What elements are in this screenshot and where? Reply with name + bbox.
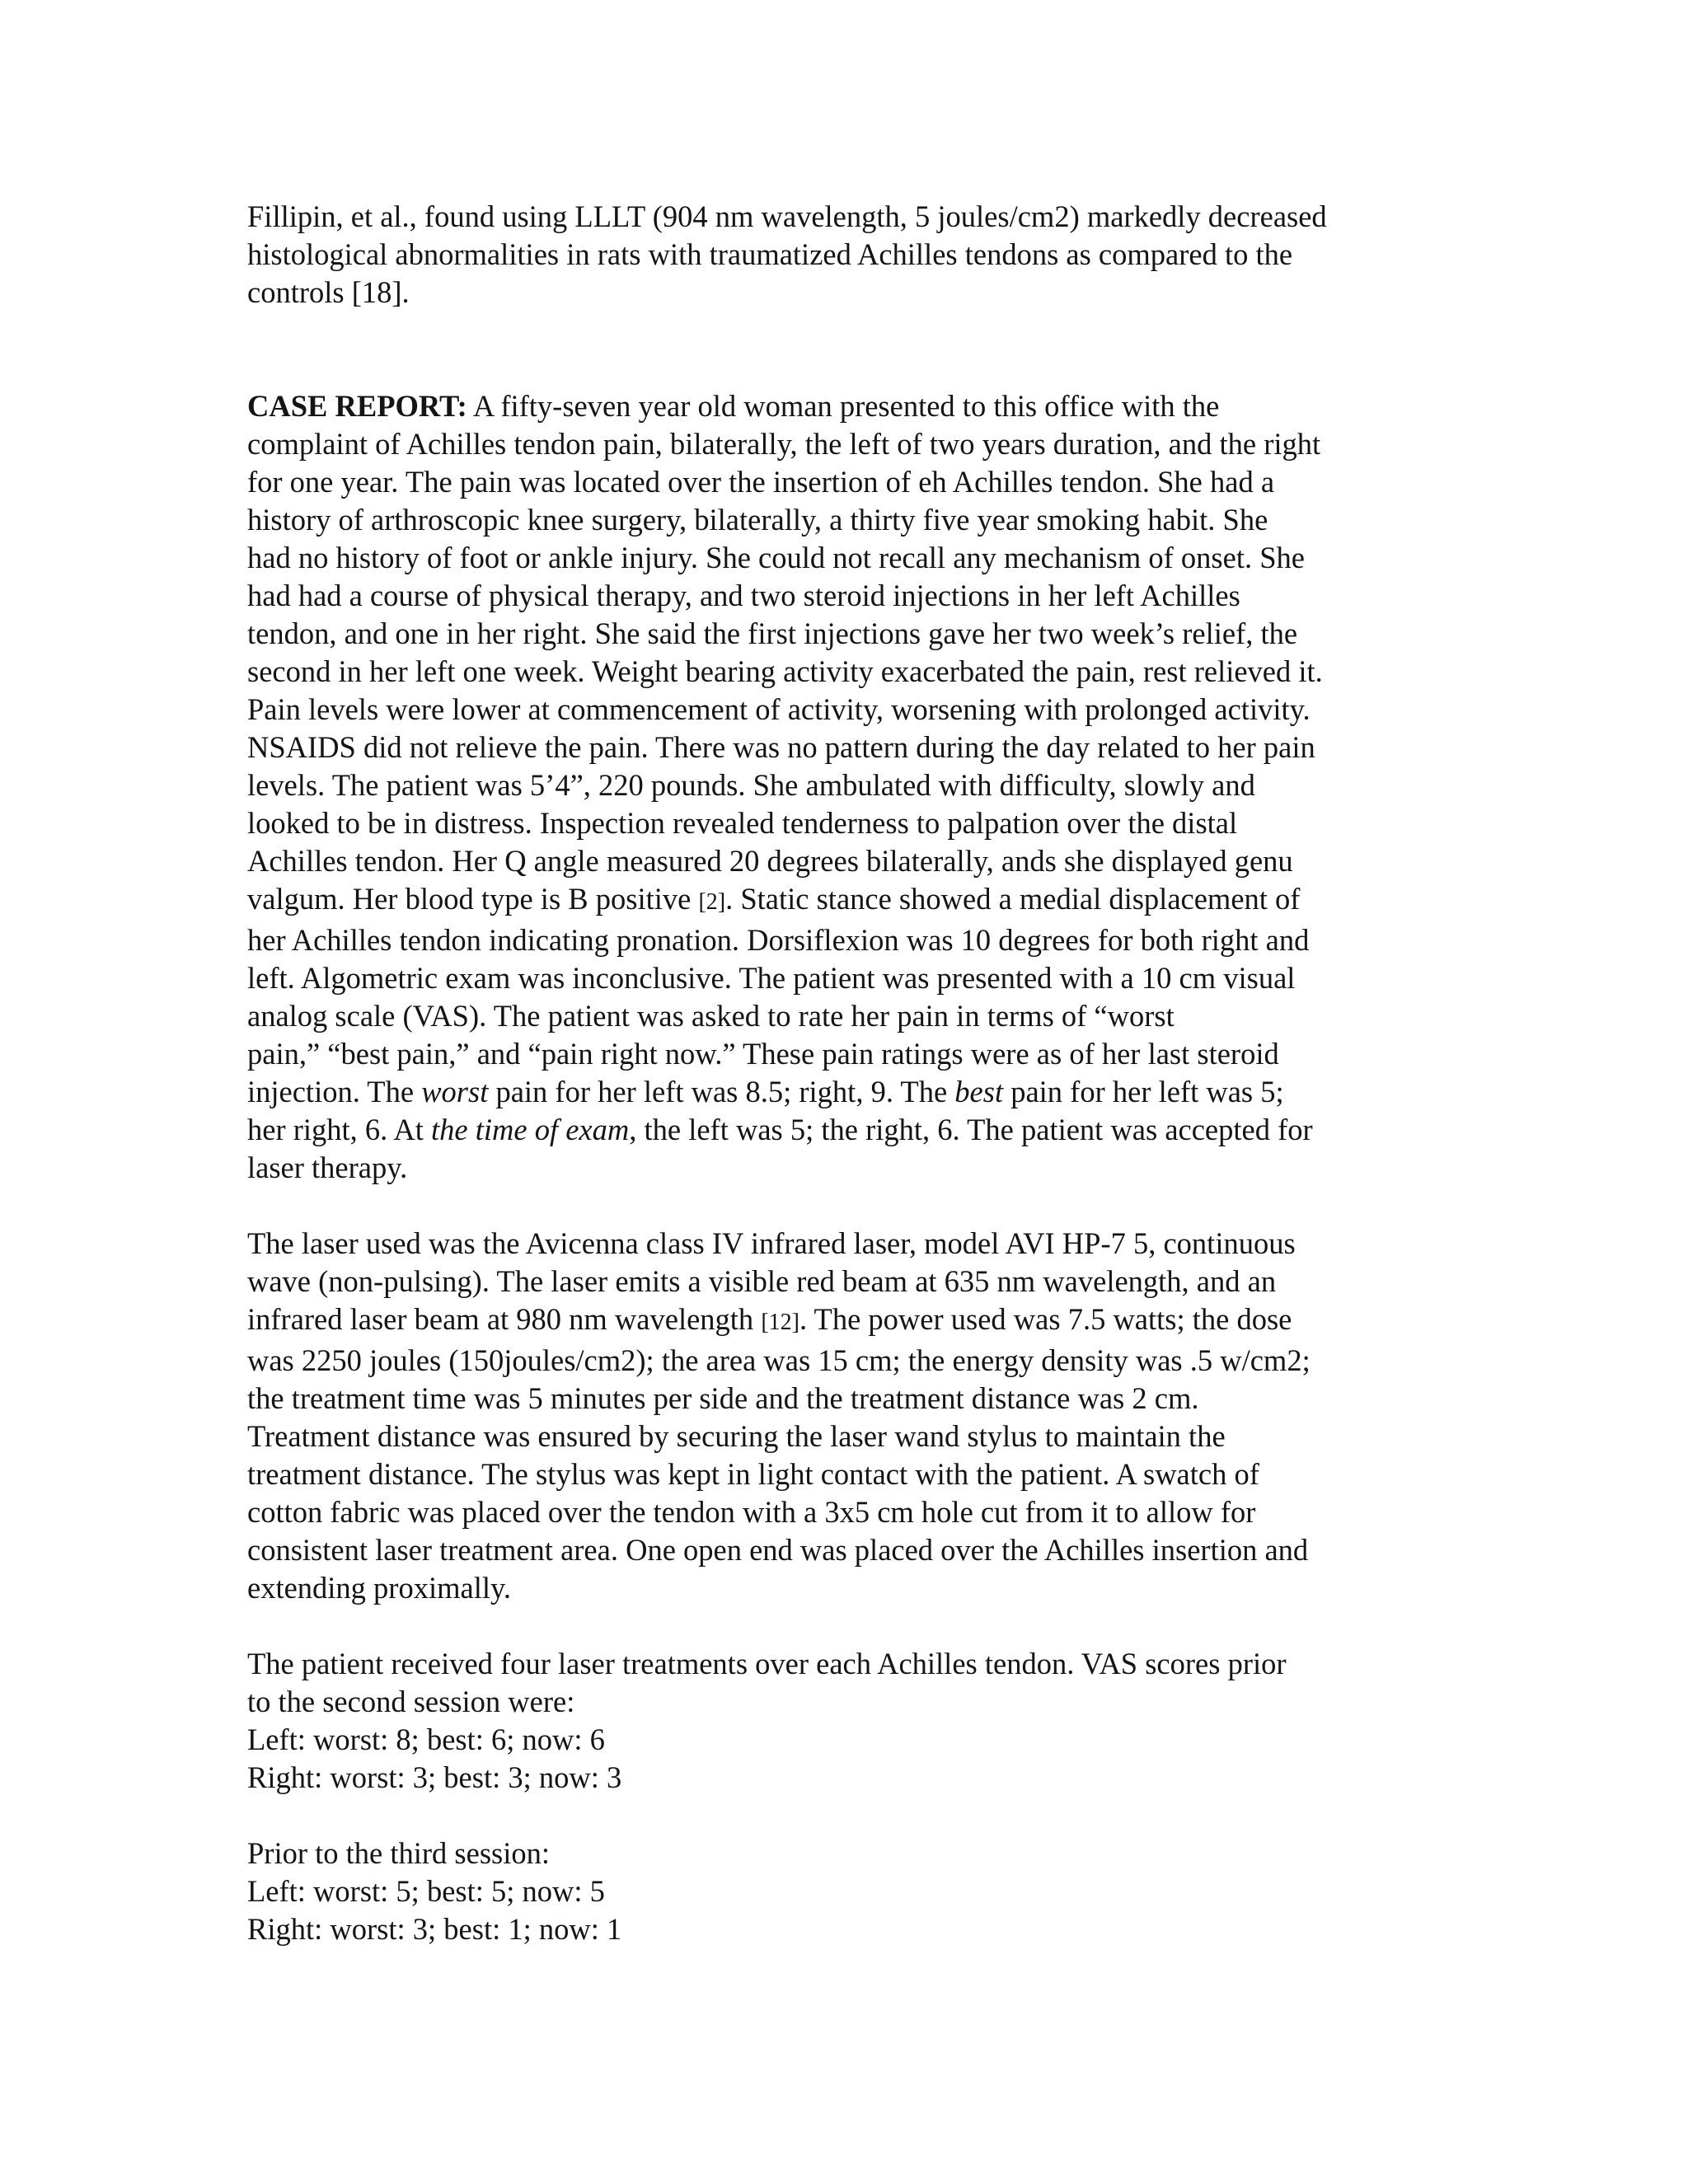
- document-body: [247, 198, 1441, 1948]
- text-line: Achilles tendon. Her Q angle measured 20 degrees bilaterally, ands she displayed genu: [247, 844, 1293, 878]
- text-segment: pain for her left was 5;: [1003, 1075, 1284, 1108]
- text-line: [247, 1301, 1441, 1342]
- text-line: Fillipin, et al., found using LLLT (904 nm wavelength, 5 joules/cm2) markedly decreased: [247, 199, 1327, 233]
- text-line: consistent laser treatment area. One open end was placed over the Achilles insertion and: [247, 1533, 1309, 1567]
- text-segment: pain for her left was 8.5; right, 9. The: [488, 1075, 955, 1108]
- vas-score-left: Left: worst: 5; best: 5; now: 5: [247, 1874, 605, 1908]
- text-line: complaint of Achilles tendon pain, bilaterally, the left of two years duration, and the right: [247, 427, 1321, 461]
- text-line: wave (non-pulsing). The laser emits a visible red beam at 635 nm wavelength, and an: [247, 1264, 1277, 1298]
- text-line: history of arthroscopic knee surgery, bilaterally, a thirty five year smoking habit. She: [247, 503, 1268, 537]
- text-line: The patient received four laser treatments over each Achilles tendon. VAS scores prior: [247, 1647, 1287, 1680]
- treatments-paragraph: [247, 1645, 1441, 1797]
- text-line: Treatment distance was ensured by securing the laser wand stylus to maintain the: [247, 1419, 1226, 1453]
- case-report-paragraph: [247, 387, 1441, 1187]
- intro-paragraph: [247, 198, 1441, 312]
- text-line: was 2250 joules (150joules/cm2); the area was 15 cm; the energy density was .5 w/cm2;: [247, 1343, 1311, 1377]
- text-line: cotton fabric was placed over the tendon with a 3x5 cm hole cut from it to allow for: [247, 1495, 1256, 1529]
- text-segment: . The power used was 7.5 watts; the dose: [799, 1302, 1292, 1336]
- paragraph-spacer: [247, 1187, 1441, 1225]
- paragraph-spacer: [247, 1607, 1441, 1645]
- third-session-paragraph: [247, 1835, 1441, 1948]
- text-segment: infrared laser beam at 980 nm wavelength: [247, 1302, 762, 1336]
- text-line: [247, 880, 1441, 921]
- text-line: treatment distance. The stylus was kept in light contact with the patient. A swatch of: [247, 1457, 1259, 1491]
- paragraph-spacer: [247, 1797, 1441, 1835]
- text-line: for one year. The pain was located over the insertion of eh Achilles tendon. She had a: [247, 465, 1275, 499]
- vas-score-left: Left: worst: 8; best: 6; now: 6: [247, 1722, 605, 1756]
- paragraph-spacer: [247, 312, 1441, 387]
- text-line: the treatment time was 5 minutes per side and the treatment distance was 2 cm.: [247, 1381, 1199, 1415]
- text-line: second in her left one week. Weight bearing activity exacerbated the pain, rest relieved it.: [247, 654, 1323, 688]
- text-line: [247, 387, 1441, 425]
- text-line: [247, 1111, 1441, 1149]
- case-report-heading: CASE REPORT:: [247, 389, 467, 423]
- emphasis-time-of-exam: the time of exam: [431, 1113, 630, 1146]
- emphasis-best: best: [954, 1075, 1004, 1108]
- vas-score-right: Right: worst: 3; best: 1; now: 1: [247, 1912, 622, 1946]
- text-line: levels. The patient was 5’4”, 220 pounds. She ambulated with difficulty, slowly and: [247, 768, 1255, 802]
- text-line: to the second session were:: [247, 1685, 575, 1718]
- text-line: tendon, and one in her right. She said the first injections gave her two week’s relief, the: [247, 616, 1298, 650]
- case-report-lead: A fifty-seven year old woman presented to this office with the: [467, 389, 1220, 423]
- text-line: [247, 1073, 1441, 1111]
- text-line: pain,” “best pain,” and “pain right now.” These pain ratings were as of her last steroid: [247, 1037, 1279, 1071]
- text-line: had no history of foot or ankle injury. She could not recall any mechanism of onset. She: [247, 541, 1305, 574]
- text-line: her Achilles tendon indicating pronation. Dorsiflexion was 10 degrees for both right and: [247, 923, 1310, 957]
- vas-score-right: Right: worst: 3; best: 3; now: 3: [247, 1760, 622, 1794]
- emphasis-worst: worst: [421, 1075, 489, 1108]
- text-segment: injection. The: [247, 1075, 422, 1108]
- text-line: The laser used was the Avicenna class IV infrared laser, model AVI HP-7 5, continuous: [247, 1226, 1296, 1260]
- reference-citation: [2]: [698, 889, 726, 915]
- text-segment: , the left was 5; the right, 6. The patient was accepted for: [629, 1113, 1313, 1146]
- text-line: Pain levels were lower at commencement of activity, worsening with prolonged activity.: [247, 692, 1311, 726]
- text-segment: . Static stance showed a medial displacement of: [725, 882, 1301, 916]
- text-line: analog scale (VAS). The patient was asked to rate her pain in terms of “worst: [247, 999, 1175, 1033]
- text-line: histological abnormalities in rats with traumatized Achilles tendons as compared to the: [247, 237, 1293, 271]
- text-line: Prior to the third session:: [247, 1836, 551, 1870]
- text-line: laser therapy.: [247, 1151, 408, 1184]
- text-line: controls [18].: [247, 275, 410, 309]
- text-segment: valgum. Her blood type is B positive: [247, 882, 699, 916]
- reference-citation: [12]: [761, 1310, 799, 1335]
- text-line: extending proximally.: [247, 1571, 511, 1605]
- text-segment: her right, 6. At: [247, 1113, 432, 1146]
- text-line: NSAIDS did not relieve the pain. There was no pattern during the day related to her pain: [247, 730, 1315, 764]
- text-line: had had a course of physical therapy, and two steroid injections in her left Achilles: [247, 579, 1240, 612]
- laser-paragraph: [247, 1225, 1441, 1607]
- text-line: left. Algometric exam was inconclusive. The patient was presented with a 10 cm visual: [247, 961, 1296, 995]
- text-line: looked to be in distress. Inspection revealed tenderness to palpation over the distal: [247, 806, 1238, 840]
